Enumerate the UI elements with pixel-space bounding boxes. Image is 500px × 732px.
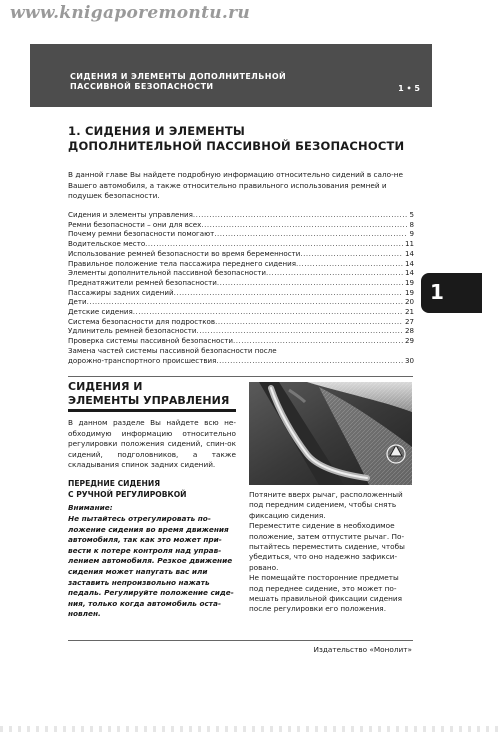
toc-entry-title: Водительское место (68, 239, 146, 249)
toc-leader (266, 268, 403, 278)
toc-leader (197, 326, 403, 336)
toc-entry-title: Ремни безопасности – они для всех (68, 219, 202, 229)
toc-leader (145, 239, 403, 249)
toc-leader (216, 356, 403, 366)
chapter-tab-label: 1 (430, 280, 444, 304)
toc-leader (300, 249, 403, 259)
toc-entry[interactable] (68, 210, 414, 220)
toc-leader (217, 278, 403, 288)
toc-leader (193, 210, 408, 220)
toc-leader (201, 220, 407, 230)
toc-entry-title: Детские сидения (68, 307, 133, 317)
subsection-title-line1: ПЕРЕДНИЕ СИДЕНИЯ (68, 479, 161, 488)
toc-entry-page: 9 (409, 229, 414, 239)
subsection-title-line2: С РУЧНОЙ РЕГУЛИРОВКОЙ (68, 489, 187, 499)
toc-entry-title: Удлинитель ремней безопасности (68, 326, 197, 336)
toc-entry-page: 29 (404, 336, 414, 346)
toc-entry[interactable] (68, 288, 414, 298)
toc-entry-title: Пассажиры задних сидений (68, 287, 174, 297)
toc-entry[interactable] (68, 268, 414, 278)
table-of-contents (68, 210, 414, 365)
toc-entry-page: 21 (404, 307, 414, 317)
toc-entry-page: 27 (404, 316, 414, 326)
toc-entry-page: 5 (409, 210, 414, 219)
toc-entry-page: 14 (404, 268, 414, 278)
toc-entry-page: 19 (404, 287, 414, 297)
chapter-title (68, 124, 404, 154)
chapter-tab (421, 273, 482, 313)
section-title-line2: ЭЛЕМЕНТЫ УПРАВЛЕНИЯ (68, 393, 230, 407)
scan-edge (0, 726, 500, 732)
header-title (70, 72, 286, 92)
toc-entry-title: Использование ремней безопасности во время беременности (68, 248, 301, 258)
toc-entry-title: Сидения и элементы управления (68, 210, 193, 219)
header-title-line2: ПАССИВНОЙ БЕЗОПАСНОСТИ (70, 82, 214, 91)
toc-leader (215, 317, 403, 327)
footer-divider (68, 640, 413, 641)
section-title (68, 380, 229, 407)
divider (68, 376, 413, 377)
toc-entry[interactable] (68, 297, 414, 307)
chapter-intro: В данной главе Вы найдете подробную информацию относительно сидений в сало-не Вашего автомобиля, а также относительно правильного использования ремней и подушек безопасности. (68, 170, 404, 200)
toc-entry-title: Правильное положение тела пассажира переднего сидения (68, 258, 297, 268)
publisher-footer: Издательство «Монолит» (313, 645, 412, 654)
header-title-line1: СИДЕНИЯ И ЭЛЕМЕНТЫ ДОПОЛНИТЕЛЬНОЙ (70, 72, 287, 81)
seat-lever-illustration (249, 382, 412, 485)
toc-entry[interactable] (68, 326, 414, 336)
toc-entry[interactable] (68, 249, 414, 259)
toc-entry-title: Дети (68, 297, 87, 307)
toc-entry[interactable] (68, 307, 414, 317)
toc-entry-title: Элементы дополнительной пассивной безопасности (68, 268, 267, 278)
toc-entry-title-line2: дорожно-транспортного происшествия (68, 355, 217, 365)
toc-entry-title: Преднатяжители ремней безопасности (68, 277, 217, 287)
section-title-line1: СИДЕНИЯ И (68, 380, 143, 393)
toc-entry-title: Система безопасности для подростков (68, 316, 216, 326)
warning-label: Внимание: (68, 503, 113, 512)
toc-entry-page: 30 (404, 355, 414, 365)
toc-leader (296, 259, 403, 269)
toc-entry-page: 14 (404, 258, 414, 268)
header-page-number: 1 • 5 (398, 84, 420, 93)
watermark: www.knigaporemontu.ru (10, 3, 251, 23)
toc-entry-page: 28 (404, 326, 414, 336)
toc-entry-title-line1: Замена частей системы пассивной безопасности после (68, 345, 277, 355)
toc-leader (233, 336, 403, 346)
toc-leader (87, 297, 403, 307)
section-body: В данном разделе Вы найдете всю не-обходимую информацию относительно регулировки положения сидений, спин-ок сидений, подголовников, а также складывания спинок задних сидений. (68, 418, 236, 470)
toc-entry[interactable] (68, 317, 414, 327)
subsection-title (68, 479, 187, 501)
warning-body: Не пытайтесь отрегулировать по-ложение сидения во время движения автомобиля, так как это может при-вести к потере контроля над управ-лением автомобиля. Резкое движение сидения может напугать вас или заставить непроизвольно нажать педаль. Регулируйте положение сиде-ния, только когда автомобиль оста-новлен. (68, 514, 234, 619)
toc-entry[interactable] (68, 336, 414, 346)
toc-entry-page: 8 (409, 219, 414, 229)
toc-entry-title: Почему ремни безопасности помогают (68, 229, 215, 239)
toc-entry[interactable] (68, 229, 414, 239)
section-underline (68, 409, 236, 412)
toc-entry-page: 14 (404, 248, 414, 258)
toc-entry-page: 11 (404, 239, 414, 249)
toc-leader (214, 229, 407, 239)
photo-caption (249, 490, 413, 615)
toc-entry-last[interactable] (68, 346, 414, 365)
chapter-title-line1: 1. СИДЕНИЯ И ЭЛЕМЕНТЫ (68, 124, 246, 138)
toc-entry[interactable] (68, 239, 414, 249)
caption-paragraph-3: Не помещайте посторонние предметы под переднее сидение, это может по-мешать правильной фиксации сидения после регулировки его положения. (249, 573, 403, 614)
toc-entry[interactable] (68, 278, 414, 288)
caption-paragraph-1: Потяните вверх рычаг, расположенный под передним сидением, чтобы снять фиксацию сидения. (249, 490, 403, 520)
seat-lever-photo (249, 382, 412, 485)
toc-entry[interactable] (68, 259, 414, 269)
toc-entry-title: Проверка системы пассивной безопасности (68, 336, 234, 346)
toc-leader (174, 288, 403, 298)
toc-entry[interactable] (68, 220, 414, 230)
page-header (30, 44, 432, 107)
caption-paragraph-2: Переместите сидение в необходимое положение, затем отпустите рычаг. По-пытайтесь переместить сидение, чтобы убедиться, что оно надежно зафикси-ровано. (249, 521, 405, 572)
toc-entry-page: 19 (404, 277, 414, 287)
chapter-title-line2: ДОПОЛНИТЕЛЬНОЙ ПАССИВНОЙ БЕЗОПАСНОСТИ (68, 139, 405, 153)
toc-leader (133, 307, 403, 317)
toc-entry-page: 20 (404, 297, 414, 307)
